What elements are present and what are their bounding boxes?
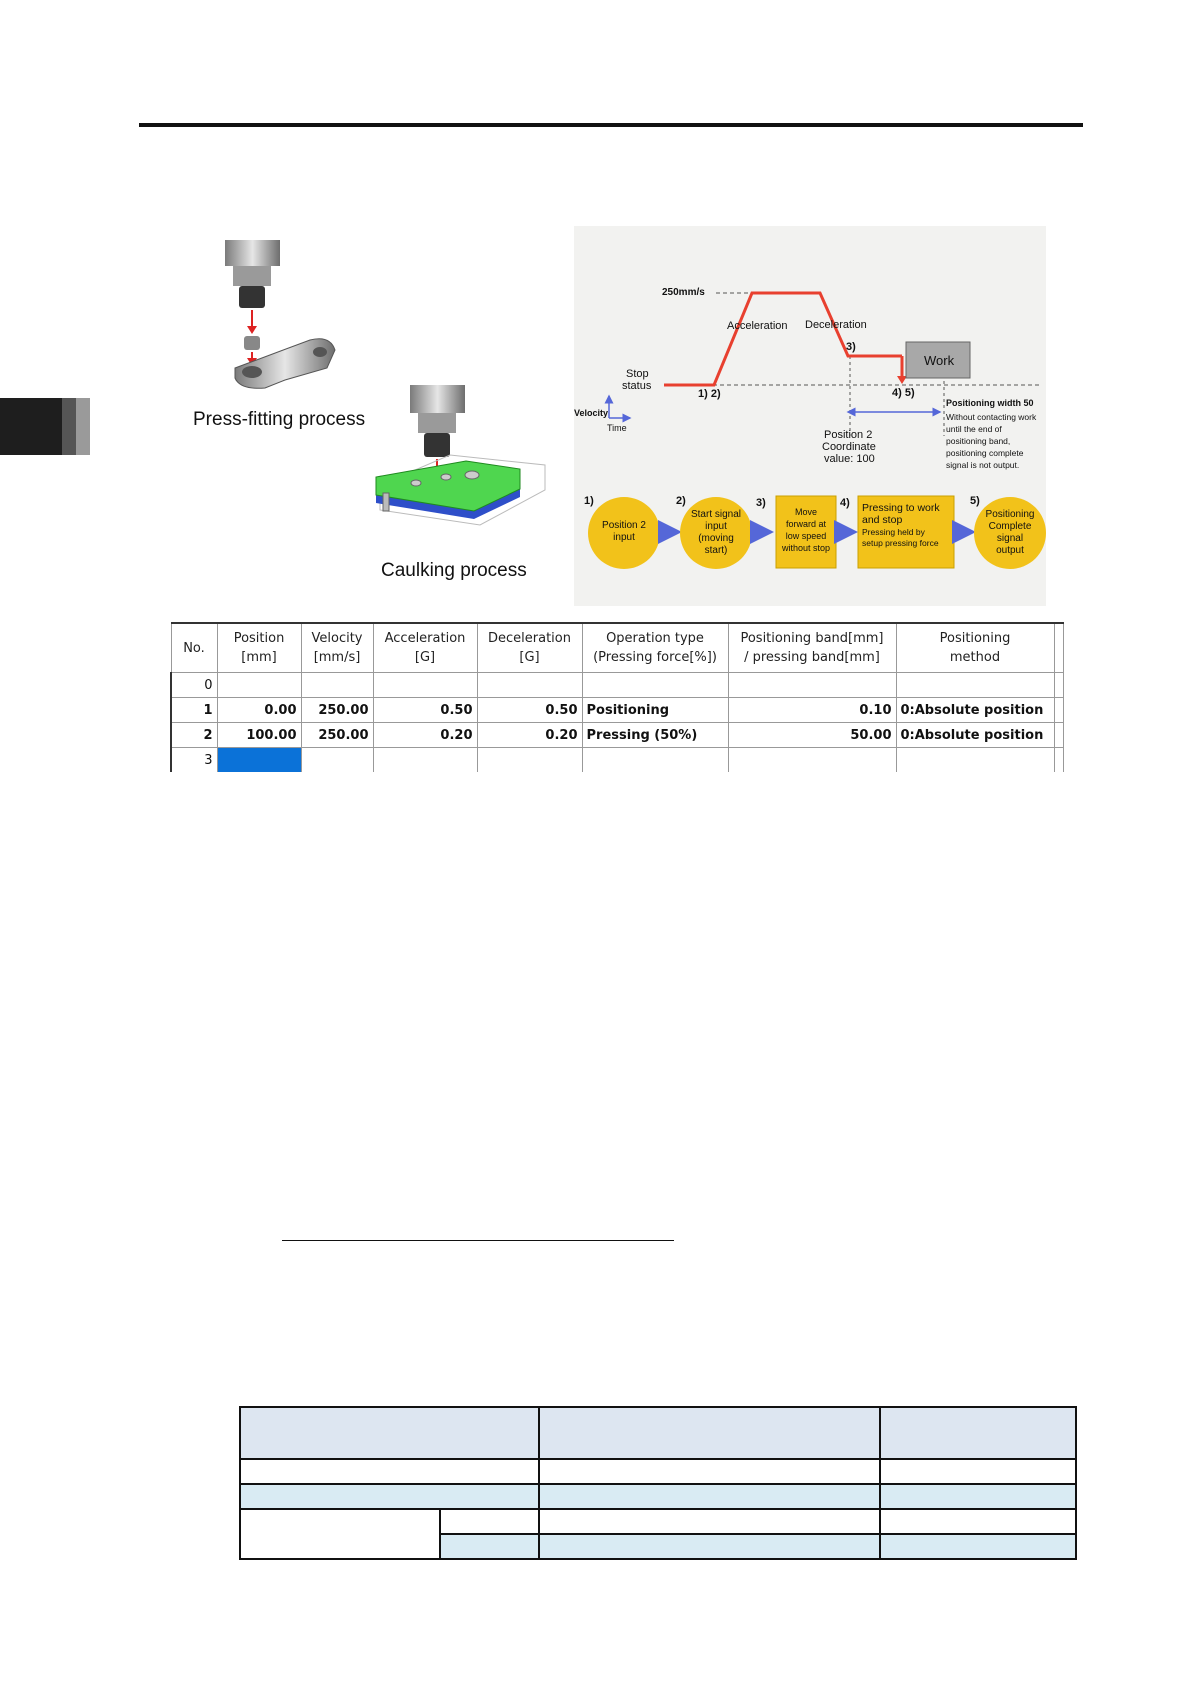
cell-deceleration[interactable]: [477, 748, 582, 773]
note-line: signal is not output.: [946, 460, 1020, 470]
cell-no[interactable]: 3: [171, 748, 217, 773]
cell-band[interactable]: 50.00: [728, 723, 896, 748]
header-velocity: Velocity [mm/s]: [301, 623, 373, 673]
svg-text:input: input: [613, 532, 635, 543]
table-row[interactable]: [171, 723, 1063, 748]
header-position: Position [mm]: [217, 623, 301, 673]
table-header-row: [171, 623, 1063, 673]
table-cell: [539, 1534, 880, 1559]
note-line: until the end of: [946, 424, 1002, 434]
step3-marker: 3): [846, 341, 856, 353]
header-positioning-method: Positioning method: [896, 623, 1054, 673]
svg-text:(moving: (moving: [698, 533, 734, 544]
note-line: positioning complete: [946, 448, 1024, 458]
cell-velocity[interactable]: [301, 673, 373, 698]
blank-table: [239, 1406, 1077, 1560]
table-cell: [880, 1407, 1076, 1459]
svg-text:2): 2): [676, 495, 686, 507]
table-cell: [440, 1509, 539, 1534]
table-cell: [539, 1509, 880, 1534]
flow-step: [584, 495, 660, 569]
cell-acceleration[interactable]: [373, 673, 477, 698]
table-cell: [440, 1534, 539, 1559]
velocity-axis-label: Velocity: [574, 408, 609, 418]
time-axis-label: Time: [607, 423, 627, 433]
cell-position-selected[interactable]: [217, 748, 301, 773]
table-cell: [880, 1509, 1076, 1534]
header-no: No.: [171, 623, 217, 673]
note-line: positioning band,: [946, 436, 1011, 446]
cell-position[interactable]: [217, 673, 301, 698]
table-cell: [240, 1484, 539, 1509]
table-row[interactable]: [171, 748, 1063, 773]
header-acceleration: Acceleration [G]: [373, 623, 477, 673]
svg-text:without stop: without stop: [781, 543, 831, 553]
position-note-3: value: 100: [824, 453, 875, 465]
svg-text:Pressing to work: Pressing to work: [862, 502, 940, 514]
cell-method[interactable]: 0:Absolute position: [896, 723, 1054, 748]
svg-text:4): 4): [840, 497, 850, 509]
svg-text:and stop: and stop: [862, 514, 903, 526]
header-operation-type: Operation type (Pressing force[%]): [582, 623, 728, 673]
velocity-profile-line: [664, 293, 902, 385]
svg-text:Complete: Complete: [988, 521, 1032, 532]
cell-operation[interactable]: Pressing (50%): [582, 723, 728, 748]
table-cell: [880, 1484, 1076, 1509]
table-cell: [240, 1509, 440, 1559]
cell-no[interactable]: 0: [171, 673, 217, 698]
table-row[interactable]: [171, 698, 1063, 723]
marker-1-2: 1) 2): [698, 388, 721, 400]
position-note-1: Position 2: [824, 429, 873, 441]
cell-no[interactable]: 1: [171, 698, 217, 723]
cell-method[interactable]: [896, 673, 1054, 698]
cell-operation[interactable]: [582, 673, 728, 698]
cell-band[interactable]: 0.10: [728, 698, 896, 723]
cell-velocity[interactable]: [301, 748, 373, 773]
svg-text:output: output: [996, 545, 1024, 556]
stop-status-1: Stop: [626, 368, 649, 380]
work-label: Work: [924, 353, 955, 368]
cell-deceleration[interactable]: [477, 673, 582, 698]
svg-text:Positioning: Positioning: [985, 509, 1035, 520]
position-note-2: Coordinate: [822, 441, 876, 453]
cell-band[interactable]: [728, 673, 896, 698]
svg-text:signal: signal: [996, 533, 1024, 544]
cell-acceleration[interactable]: 0.50: [373, 698, 477, 723]
caulking-caption: Caulking process: [381, 560, 527, 581]
position-table: [170, 622, 1064, 772]
svg-text:start): start): [704, 545, 728, 556]
acceleration-label: Acceleration: [727, 320, 788, 332]
svg-text:3): 3): [756, 497, 766, 509]
cell-acceleration[interactable]: 0.20: [373, 723, 477, 748]
deceleration-label: Deceleration: [805, 319, 867, 331]
svg-text:input: input: [705, 521, 727, 532]
positioning-width-label: Positioning width 50: [946, 398, 1034, 408]
press-fitting-illustration: [215, 240, 365, 400]
caulking-illustration: [370, 385, 555, 545]
cell-deceleration[interactable]: 0.50: [477, 698, 582, 723]
table-cell: [539, 1407, 880, 1459]
cell-deceleration[interactable]: 0.20: [477, 723, 582, 748]
cell-operation[interactable]: Positioning: [582, 698, 728, 723]
table-cell: [539, 1459, 880, 1484]
svg-text:Position 2: Position 2: [602, 520, 646, 531]
table-cell: [880, 1459, 1076, 1484]
cell-operation[interactable]: [582, 748, 728, 773]
cell-no[interactable]: 2: [171, 723, 217, 748]
svg-text:Move: Move: [794, 507, 818, 517]
stop-status-2: status: [622, 380, 652, 392]
pressing-operation-diagram: [574, 226, 1046, 606]
cell-method[interactable]: 0:Absolute position: [896, 698, 1054, 723]
header-deceleration: Deceleration [G]: [477, 623, 582, 673]
cell-band[interactable]: [728, 748, 896, 773]
flow-step: [676, 495, 752, 569]
flow-step: [970, 495, 1046, 569]
note-line: Without contacting work: [946, 412, 1037, 422]
svg-text:5): 5): [970, 495, 980, 507]
svg-text:Start signal: Start signal: [690, 509, 742, 520]
speed-label: 250mm/s: [662, 287, 705, 298]
table-row[interactable]: [171, 673, 1063, 698]
cell-position[interactable]: 0.00: [217, 698, 301, 723]
underline-rule: [282, 1240, 674, 1241]
table-cell: [539, 1484, 880, 1509]
table-cell: [880, 1534, 1076, 1559]
svg-text:setup pressing force: setup pressing force: [862, 538, 939, 548]
header-rule: [139, 123, 1083, 127]
svg-text:1): 1): [584, 495, 594, 507]
cell-method[interactable]: [896, 748, 1054, 773]
svg-text:low speed: low speed: [785, 531, 827, 541]
cell-velocity[interactable]: 250.00: [301, 723, 373, 748]
header-positioning-band: Positioning band[mm] / pressing band[mm]: [728, 623, 896, 673]
table-cell: [240, 1459, 539, 1484]
chapter-side-tab: [0, 398, 90, 455]
table-cell: [240, 1407, 539, 1459]
svg-text:forward at: forward at: [785, 519, 827, 529]
marker-4-5: 4) 5): [892, 387, 915, 399]
cell-acceleration[interactable]: [373, 748, 477, 773]
cell-position[interactable]: 100.00: [217, 723, 301, 748]
svg-text:Pressing held by: Pressing held by: [862, 527, 925, 537]
cell-velocity[interactable]: 250.00: [301, 698, 373, 723]
flow-step: [840, 496, 954, 568]
press-fitting-caption: Press-fitting process: [193, 409, 366, 430]
